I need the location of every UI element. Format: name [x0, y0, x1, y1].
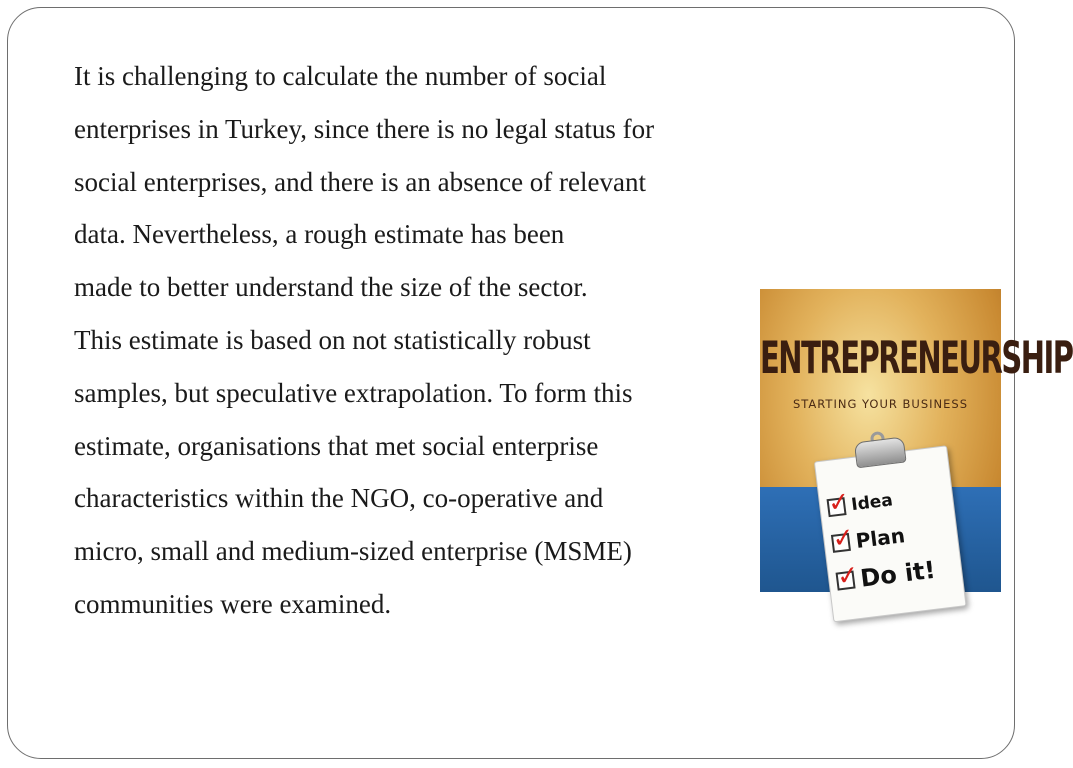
text-line: characteristics within the NGO, co-operative and	[74, 483, 604, 514]
checkbox-icon	[830, 522, 856, 555]
checklist-label: Plan	[854, 523, 907, 553]
checkbox-icon	[835, 560, 861, 593]
text-line: communities were examined.	[74, 588, 392, 619]
text-line: social enterprises, and there is an absence of relevant	[74, 166, 646, 197]
checkmark-icon: ✓	[835, 560, 861, 593]
poster-subtitle: STARTING YOUR BUSINESS	[792, 397, 968, 411]
text-line: enterprises in Turkey, since there is no legal status for	[74, 113, 655, 144]
checkmark-icon: ✓	[826, 486, 852, 520]
text-line: samples, but speculative extrapolation. To form this	[74, 377, 633, 408]
text-line: It is challenging to calculate the number of social	[74, 61, 607, 91]
checkbox-icon	[826, 486, 852, 520]
text-line: data. Nevertheless, a rough estimate has been	[74, 219, 565, 250]
clipboard-illustration	[812, 432, 964, 617]
text-line: micro, small and medium-sized enterprise (MSME)	[74, 536, 632, 567]
checkmark-icon: ✓	[830, 522, 856, 555]
poster-title: ENTREPRENEURSHIP	[760, 331, 1073, 384]
text-line: made to better understand the size of the sector.	[74, 272, 588, 303]
entrepreneurship-poster-image	[760, 289, 1073, 593]
text-line: estimate, organisations that met social enterprise	[74, 430, 599, 461]
text-line: This estimate is based on not statistically robust	[74, 324, 591, 355]
checklist-label: Do it!	[858, 555, 938, 593]
body-paragraph	[74, 50, 774, 631]
checklist-label: Idea	[850, 490, 894, 516]
